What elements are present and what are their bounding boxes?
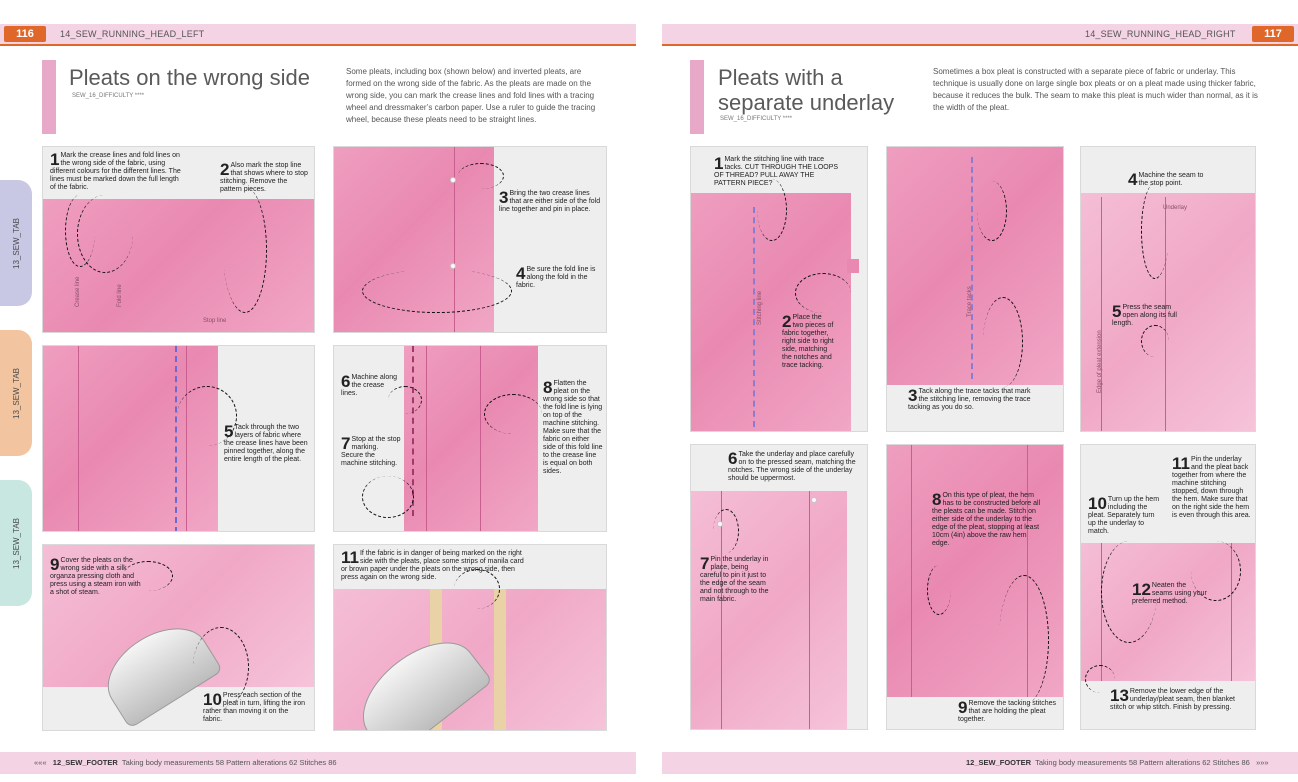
- fabric-photo: [404, 346, 538, 532]
- header-rule-right: [662, 44, 1298, 46]
- step-r12-caption: 12 Neaten the seams using your preferred method.: [1132, 580, 1207, 605]
- difficulty-right: SEW_16_DIFFICULTY ****: [720, 116, 793, 122]
- title-accent-bar-left: [42, 60, 56, 134]
- step-r7-caption: 7 Pin the underlay in place, being careful to pin it just to the edge of the seam and not through to the main fabric.: [700, 554, 769, 603]
- section-tab-1-label: 13_SEW_TAB: [11, 217, 21, 269]
- pointer-arrow: [795, 273, 851, 313]
- fold-line: [480, 346, 481, 532]
- step-8-caption: 8 Flatten the pleat on the wrong side so that the fold line is lying on top of the machine stitching. Make sure that the fabric on either side of this fold line to the crease line is equal on both sides.: [543, 378, 603, 475]
- crease-line-label: Crease line: [75, 276, 81, 307]
- footer-left: [34, 758, 337, 768]
- page-number-left: 116: [4, 26, 46, 42]
- pointer-arrow: [713, 509, 739, 553]
- pointer-arrow: [362, 476, 414, 518]
- pointer-arrow: [223, 187, 267, 313]
- running-head-left: 14_SEW_RUNNING_HEAD_LEFT: [60, 29, 205, 39]
- footer-right-links[interactable]: Taking body measurements 58 Pattern alterations 62 Stitches 86: [1035, 758, 1250, 767]
- page-title-right-line1: Pleats with a: [718, 65, 843, 90]
- page-number-right: 117: [1252, 26, 1294, 42]
- step-6-caption: 6 Machine along the crease lines.: [341, 372, 397, 397]
- difficulty-left: SEW_16_DIFFICULTY ****: [72, 93, 145, 99]
- section-tab-3-label: 13_SEW_TAB: [11, 517, 21, 569]
- step-7-caption: 7 Stop at the stop marking. Secure the machine stitching.: [341, 434, 401, 467]
- intro-right: Sometimes a box pleat is constructed with a separate piece of fabric or underlay. This technique is usually done on large single box pleats or on a pleat made using thicker fabric, because it reduces the bulk. The seam to make this pleat is much wider than normal, as it is the width of the pleat.: [933, 67, 1258, 112]
- underlay-label: Underlay: [1163, 205, 1188, 211]
- step-9-caption: 9 Cover the pleats on the wrong side with a silk organza pressing cloth and press using a steam iron with a shot of steam.: [50, 555, 141, 596]
- step-4-caption: 4 Be sure the fold line is along the fold in the fabric.: [516, 264, 596, 289]
- pointer-arrow: [458, 163, 504, 189]
- tacking-stitches: [175, 346, 177, 532]
- step-11-caption: 11 If the fabric is in danger of being marked on the right side with the pleats, place some strips of manila card or brown paper under the pleats on the wrong side, then press again on the wrong side.: [341, 548, 524, 581]
- intro-left: Some pleats, including box (shown below) and inverted pleats, are formed on the wrong side of the fabric. As the pleats are made on the wrong side, you can mark the crease lines and fold lines with a tracing wheel and dressmaker’s carbon paper. Use a ruler to guide the tracing wheel, because these pleats need to be straight lines.: [346, 67, 596, 124]
- pointer-arrow: [757, 179, 787, 241]
- pointer-arrow: [362, 269, 512, 313]
- step-r13-caption: 13 Remove the lower edge of the underlay/pleat seam, then blanket stitch or whip stitch. Finish by pressing.: [1110, 686, 1235, 711]
- footer-right-arrows[interactable]: »»»: [1256, 758, 1269, 767]
- step-3-caption: 3 Bring the two crease lines that are either side of the fold line together and pin in place.: [499, 188, 601, 213]
- crease-line: [78, 346, 79, 532]
- footer-left-links[interactable]: Taking body measurements 58 Pattern alterations 62 Stitches 86: [121, 758, 337, 767]
- pointer-arrow: [77, 195, 133, 273]
- page-title-right-line2: separate underlay: [718, 90, 895, 115]
- pointer-arrow: [1141, 325, 1169, 357]
- footer-right: [966, 758, 1269, 768]
- step-panel-r1-2: [690, 146, 868, 432]
- step-10-caption: 10 Press each section of the pleat in turn, lifting the iron rather than moving it on the fabric.: [203, 690, 306, 723]
- edge-of-pleat-extension-label: Edge of pleat extension: [1097, 330, 1103, 393]
- step-panel-3-4: [333, 146, 607, 333]
- pointer-arrow: [977, 181, 1007, 241]
- header-rule-left: [0, 44, 636, 46]
- trace-tacks: [971, 157, 973, 379]
- step-r3-caption: 3 Tack along the trace tacks that mark the stitching line, removing the trace tacking as you do so.: [908, 386, 1031, 411]
- step-r2-caption: 2 Place the two pieces of fabric together, right side to right side, matching the notches and trace tacking.: [782, 312, 834, 369]
- footer-right-code: 12_SEW_FOOTER: [966, 758, 1032, 767]
- pointer-arrow: [927, 565, 951, 615]
- section-tab-2-label: 13_SEW_TAB: [11, 367, 21, 419]
- pin-head: [811, 497, 817, 503]
- step-r6-caption: 6 Take the underlay and place carefully on to the pressed seam, matching the notches. The wrong side of the underlay should be uppermost.: [728, 449, 856, 482]
- crease-line: [426, 346, 427, 532]
- step-r5-caption: 5 Press the seam open along its full length.: [1112, 302, 1177, 327]
- hem-edge: [1101, 543, 1102, 681]
- stitching-line-label: Stitching line: [757, 290, 763, 325]
- edge-line: [1101, 197, 1102, 432]
- step-r10-caption: 10 Turn up the hem including the pleat. Separately turn up the underlay to match.: [1088, 494, 1160, 535]
- manila-card-strip: [494, 589, 506, 731]
- stop-line-label: Stop line: [203, 318, 227, 324]
- step-1-caption: 1 Mark the crease lines and fold lines on the wrong side of the fabric, using different colours for the different lines. The lines must be marked down the full length of the fabric.: [50, 150, 181, 191]
- pin-head: [450, 177, 456, 183]
- footer-left-code: 12_SEW_FOOTER: [52, 758, 118, 767]
- pointer-arrow: [999, 575, 1049, 705]
- step-r11-caption: 11 Pin the underlay and the pleat back together from where the machine stitching stopped, down through the hem. Make sure that on the right side the hem is even through this area.: [1172, 454, 1251, 519]
- pointer-arrow: [1141, 183, 1169, 279]
- running-head-right: 14_SEW_RUNNING_HEAD_RIGHT: [1085, 29, 1236, 39]
- fabric-photo: [887, 147, 1064, 385]
- pin-head: [450, 263, 456, 269]
- step-r9-caption: 9 Remove the tacking stitches that are holding the pleat together.: [958, 698, 1057, 723]
- stitching-line: [911, 445, 912, 697]
- page-title-left: Pleats on the wrong side: [69, 65, 310, 90]
- pointer-arrow: [484, 394, 542, 434]
- step-5-caption: 5 Tack through the two layers of fabric where the crease lines have been pinned together, along the entire length of the pleat.: [224, 422, 308, 463]
- footer-left-arrows[interactable]: «««: [34, 758, 47, 767]
- step-r4-caption: 4 Machine the seam to the stop point.: [1128, 170, 1204, 189]
- fold-line-label: Fold line: [117, 284, 123, 307]
- trace-tacks: [753, 207, 755, 427]
- step-r1-caption: 1 Mark the stitching line with trace tacks. CUT THROUGH THE LOOPS OF THREAD? PULL AWAY THE PATTERN PIECE?: [714, 154, 839, 187]
- step-2-caption: 2 Also mark the stop line that shows where to stop stitching. Remove the pattern pieces.: [220, 160, 308, 193]
- title-accent-bar-right: [690, 60, 704, 134]
- step-panel-r4-5: [1080, 146, 1256, 432]
- notch: [847, 259, 859, 273]
- step-panel-r8-9: [886, 444, 1064, 730]
- step-r8-caption: 8 On this type of pleat, the hem has to be constructed before all the pleats can be made. Stitch on either side of the underlay to the edge of the pleat, stopping at least 10cm (4in) above the raw hem edge.: [932, 490, 1041, 547]
- seam-line: [809, 491, 810, 730]
- pointer-arrow: [983, 297, 1023, 387]
- trace-tacks-label: Trace tacks: [967, 286, 973, 317]
